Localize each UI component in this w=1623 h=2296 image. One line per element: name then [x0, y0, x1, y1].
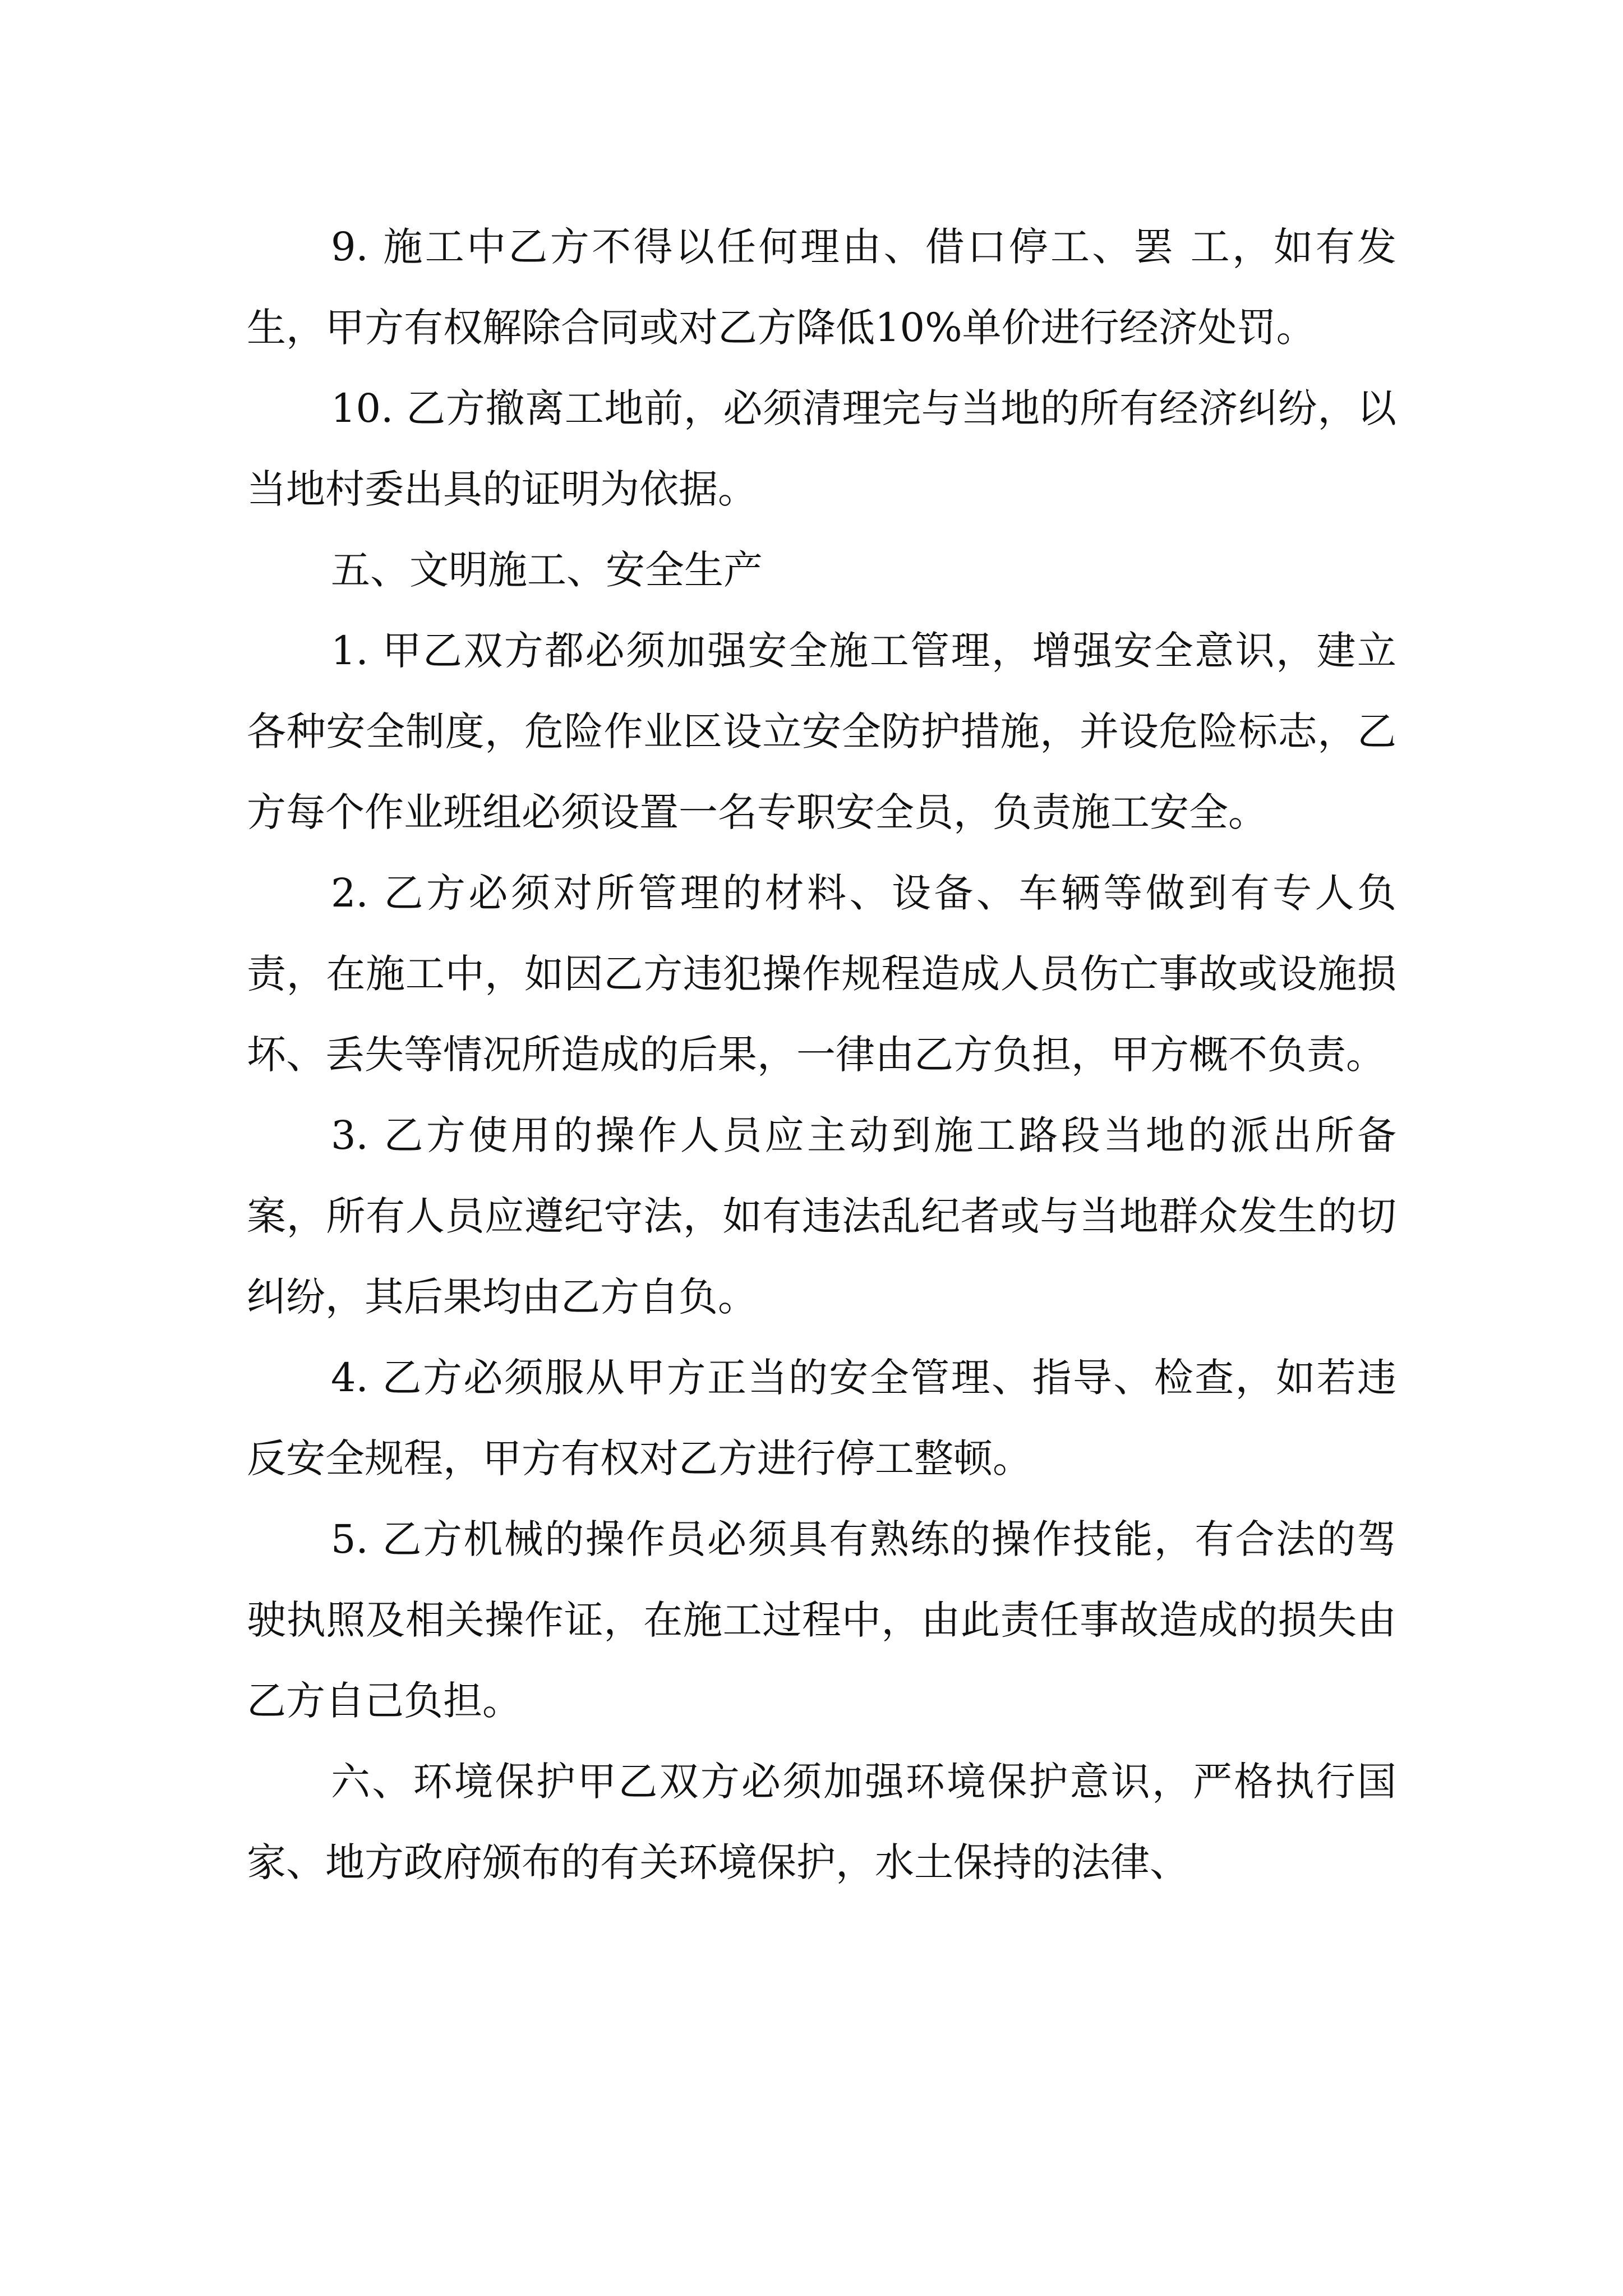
- paragraph-environment: 六、环境保护甲乙双方必须加强环境保护意识，严格执行国家、地方政府颁布的有关环境保护，水土保持的法律、: [247, 1759, 1396, 1885]
- paragraph-item-9: 9. 施工中乙方不得以任何理由、借口停工、罢 工，如有发生，甲方有权解除合同或对乙方降低10%单价进行经济处罚。: [247, 224, 1396, 351]
- paragraph-safety-5: 5. 乙方机械的操作员必须具有熟练的操作技能，有合法的驾驶执照及相关操作证，在施工过程中，由此责任事故造成的损失由乙方自己负担。: [247, 1516, 1396, 1724]
- paragraph-safety-3: 3. 乙方使用的操作人员应主动到施工路段当地的派出所备案，所有人员应遵纪守法，如有违法乱纪者或与当地群众发生的切纠纷，其后果均由乙方自负。: [247, 1112, 1396, 1320]
- paragraph-item-10: 10. 乙方撤离工地前，必须清理完与当地的所有经济纠纷，以当地村委出具的证明为依据。: [247, 385, 1396, 512]
- paragraph-safety-4: 4. 乙方必须服从甲方正当的安全管理、指导、检查，如若违反安全规程，甲方有权对乙方进行停工整顿。: [247, 1355, 1396, 1481]
- paragraph-safety-1: 1. 甲乙双方都必须加强安全施工管理，增强安全意识，建立各种安全制度，危险作业区设立安全防护措施，并设危险标志，乙方每个作业班组必须设置一名专职安全员，负责施工安全。: [247, 628, 1396, 835]
- document-body: [247, 206, 1396, 1903]
- paragraph-safety-2: 2. 乙方必须对所管理的材料、设备、车辆等做到有专人负责，在施工中，如因乙方违犯操作规程造成人员伤亡事故或设施损坏、丢失等情况所造成的后果，一律由乙方负担，甲方概不负责。: [247, 870, 1396, 1078]
- section-heading-civilized-construction: 五、文明施工、安全生产: [331, 547, 763, 593]
